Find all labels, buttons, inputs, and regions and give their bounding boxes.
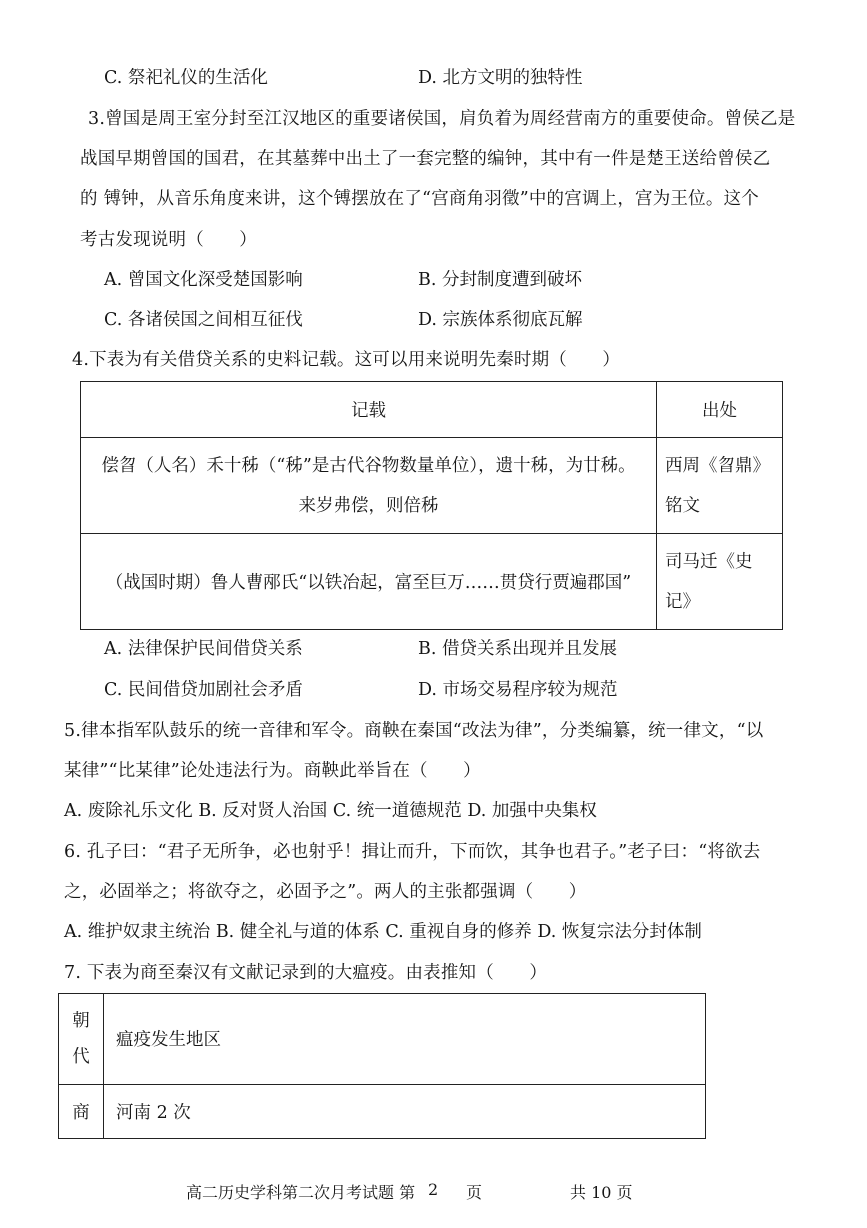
q6-stem-line-1: 6. 孔子曰：“君子无所争，必也射乎！揖让而升，下而饮，其争也君子。”老子曰：“将欲去	[64, 842, 761, 862]
q3-option-c: C. 各诸侯国之间相互征伐	[104, 310, 303, 330]
q4-row1-record-line-2: 来岁弗偿，则倍秭	[298, 495, 439, 516]
q4-table-head-source: 出处	[657, 382, 783, 438]
q3-stem-line-2: 战国早期曾国的国君，在其墓葬中出土了一套完整的编钟，其中有一件是楚王送给曾侯乙	[80, 149, 771, 169]
q5-stem-line-1: 5.律本指军队鼓乐的统一音律和军令。商鞅在秦国“改法为律”，分类编纂，统一律文，“以	[64, 721, 764, 741]
footer-title: 高二历史学科第二次月考试题 第	[186, 1183, 416, 1202]
q4-row1-record-line-1: 偿曶（人名）禾十秭（“秭”是古代谷物数量单位），遗十秭，为廿秭。	[101, 455, 636, 476]
q4-row1-source-line-2: 铭文	[665, 495, 700, 516]
footer-page-number: 2	[428, 1180, 439, 1199]
q6-options: A. 维护奴隶主统治 B. 健全礼与道的体系 C. 重视自身的修养 D. 恢复宗法分封体制	[64, 922, 702, 942]
q3-stem-line-4: 考古发现说明（ ）	[80, 230, 257, 250]
q6-stem-line-2: 之，必固举之；将欲夺之，必固予之”。两人的主张都强调（ ）	[64, 882, 587, 902]
q3-stem-line-3: 的 镈钟，从音乐角度来讲，这个镈摆放在了“宫商角羽徵”中的宫调上，宫为王位。这个	[80, 189, 759, 209]
q4-option-d: D. 市场交易程序较为规范	[418, 680, 618, 700]
q4-option-b: B. 借贷关系出现并且发展	[418, 639, 617, 659]
q7-stem: 7. 下表为商至秦汉有文献记录到的大瘟疫。由表推知（ ）	[64, 963, 548, 983]
q4-option-a: A. 法律保护民间借贷关系	[104, 639, 303, 659]
q2-option-d: D. 北方文明的独特性	[418, 68, 583, 88]
q3-option-a: A. 曾国文化深受楚国影响	[104, 270, 303, 290]
q4-table-row1-record	[81, 438, 657, 534]
q4-row2-source-line-2: 记》	[665, 591, 700, 612]
q5-stem-line-2: 某律”“比某律”论处违法行为。商鞅此举旨在（ ）	[64, 761, 481, 781]
q4-row2-source-line-1: 司马迁《史	[665, 551, 753, 572]
q2-option-c: C. 祭祀礼仪的生活化	[104, 68, 268, 88]
q7-table-row1-dynasty: 商	[59, 1085, 104, 1139]
q4-table-row2-record: （战国时期）鲁人曹邴氏“以铁冶起，富至巨万……贯贷行贾遍郡国”	[81, 534, 657, 630]
q3-stem-line-1: 3.曾国是周王室分封至江汉地区的重要诸侯国，肩负着为周经营南方的重要使命。曾侯乙是	[88, 109, 796, 129]
q4-table-head-record: 记载	[81, 382, 657, 438]
footer-total-pages: 共 10 页	[570, 1183, 633, 1202]
q4-option-c: C. 民间借贷加剧社会矛盾	[104, 680, 303, 700]
q7-table-row1-region: 河南 2 次	[104, 1085, 706, 1139]
q4-table	[80, 381, 783, 630]
q4-table-row2-source	[657, 534, 783, 630]
q7-head-dynasty-char-2: 代	[72, 1047, 90, 1067]
footer-page-unit: 页	[466, 1183, 483, 1202]
q3-option-b: B. 分封制度遭到破坏	[418, 270, 582, 290]
q7-table	[58, 993, 706, 1139]
q7-table-head-dynasty	[59, 994, 104, 1085]
q3-option-d: D. 宗族体系彻底瓦解	[418, 310, 583, 330]
q7-head-dynasty-char-1: 朝	[72, 1011, 90, 1031]
q4-table-row1-source	[657, 438, 783, 534]
q5-options: A. 废除礼乐文化 B. 反对贤人治国 C. 统一道德规范 D. 加强中央集权	[64, 801, 597, 821]
q4-row1-source-line-1: 西周《曶鼎》	[665, 455, 770, 476]
q4-stem: 4.下表为有关借贷关系的史料记载。这可以用来说明先秦时期（ ）	[72, 350, 621, 370]
q7-table-head-region: 瘟疫发生地区	[104, 994, 706, 1085]
